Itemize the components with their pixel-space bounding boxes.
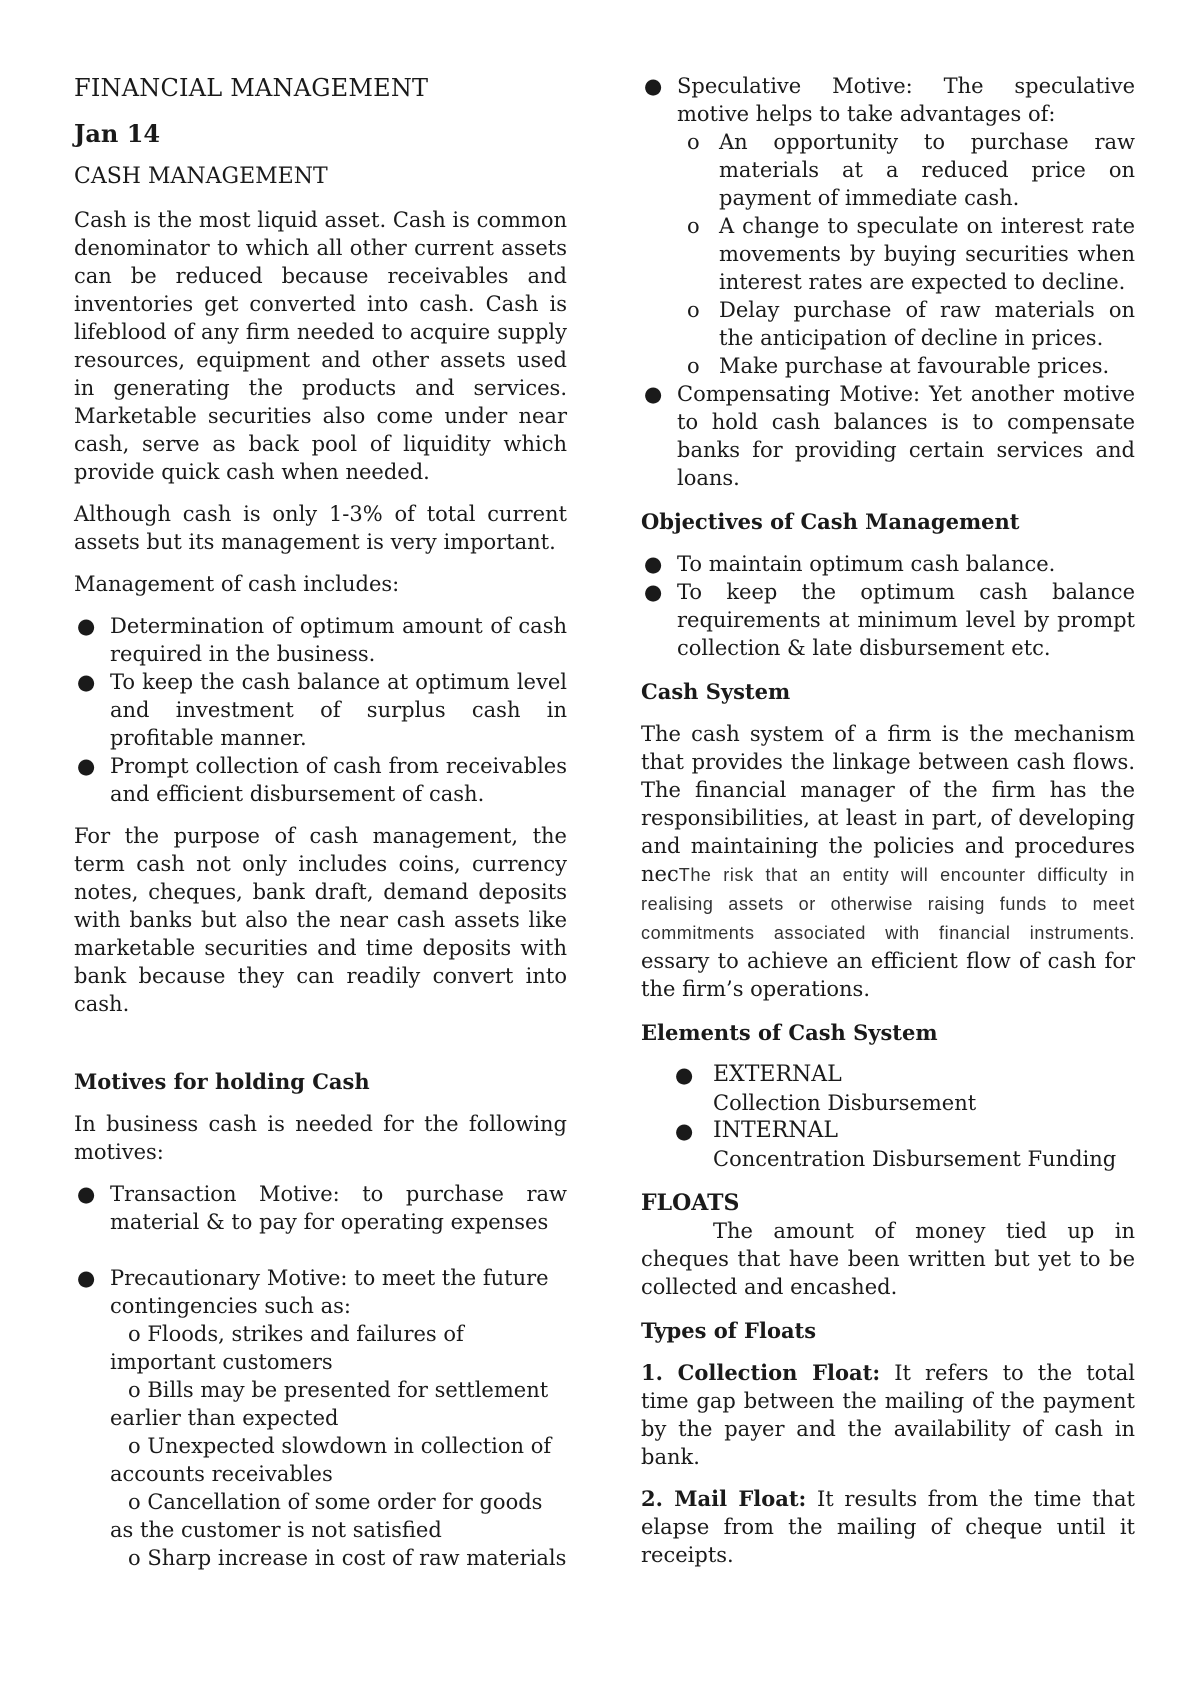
- list-item: ● Prompt collection of cash from receivables and efficient disbursement of cash.: [77, 754, 567, 806]
- elements-list: [641, 1061, 1135, 1173]
- types-of-floats-heading: Types of Floats: [641, 1318, 817, 1343]
- document-title: FINANCIAL MANAGEMENT: [74, 74, 429, 102]
- element-title: INTERNAL: [713, 1118, 838, 1143]
- list-item: ● To keep the cash balance at optimum level and investment of surplus cash in profitable manner.: [77, 670, 567, 750]
- inserted-definition-text: The risk that an entity will encounter difficulty in realising assets or otherwise raising funds to meet commitments associated with financial instruments.: [641, 865, 1135, 943]
- sub-list-item: o An opportunity to purchase raw materials at a reduced price on payment of immediate cash.: [687, 130, 1135, 210]
- bullet-icon: ●: [77, 614, 96, 638]
- cash-system-heading: Cash System: [641, 679, 791, 704]
- precaution-item: o Floods, strikes and failures of important customers: [110, 1322, 464, 1374]
- paragraph-cash-definition: Cash is the most liquid asset. Cash is common denominator to which all other current assets can be reduced because receivables and inventories get converted into cash. Cash is lifeblood of any firm needed to acquire supply resources, equipment and other assets used in generating the products and services. Marketable securities also come under near cash, serve as back pool of liquidity which provide quick cash when needed.: [74, 208, 567, 484]
- date-heading: Jan 14: [74, 119, 161, 148]
- mail-float-paragraph: 2. Mail Float: It results from the time that elapse from the mailing of cheque until it receipts.: [641, 1486, 1135, 1567]
- sub-list-item: o Make purchase at favourable prices.: [687, 354, 1110, 378]
- bullet-icon: ●: [675, 1063, 694, 1087]
- bullet-icon: ●: [77, 1266, 96, 1290]
- list-item: ● Determination of optimum amount of cash required in the business.: [77, 614, 567, 666]
- mail-float-label: 2. Mail Float:: [641, 1486, 807, 1511]
- list-item: [641, 1117, 1135, 1173]
- list-item: [641, 1061, 1135, 1117]
- list-item: ● Transaction Motive: to purchase raw material & to pay for operating expenses: [77, 1182, 567, 1234]
- list-item: ● Precautionary Motive: to meet the future contingencies such as: o Floods, strikes and failures of important customers o Bills may be presented for settlement earlier than expected o Unexpected slowdown in collection of accounts receivables o Cancellation of some order for goods as the customer is not satisfied o Sharp increase in cost of raw materials: [77, 1266, 567, 1570]
- element-title: EXTERNAL: [713, 1062, 842, 1087]
- list-item: ● To maintain optimum cash balance.: [644, 552, 1056, 576]
- circle-bullet-icon: o: [687, 214, 700, 238]
- list-item: ● Compensating Motive: Yet another motive to hold cash balances is to compensate banks for providing certain services and loans.: [644, 382, 1135, 490]
- collection-float-paragraph: 1. Collection Float: It refers to the total time gap between the mailing of the payment by the payer and the availability of cash in bank.: [641, 1360, 1135, 1469]
- paragraph-cash-share: Although cash is only 1-3% of total current assets but its management is very important.: [74, 502, 567, 554]
- motives-list: [74, 1180, 567, 1236]
- list-item: ● Speculative Motive: The speculative motive helps to take advantages of: o An opportunity to purchase raw materials at a reduced price on payment of immediate cash. o A change to speculate on interest rate movements by buying securities when interest rates are expected to decline. o Delay purchase of raw materials on the anticipation of decline in prices. o Make purchase at favourable prices.: [644, 74, 1135, 378]
- floats-definition: The amount of money tied up in cheques that have been written but yet to be collected and encashed.: [641, 1219, 1135, 1299]
- right-column: [641, 72, 1135, 1569]
- bullet-icon: ●: [77, 670, 96, 694]
- left-column: [74, 72, 567, 1572]
- speculative-list: [641, 72, 1135, 492]
- management-list: [74, 612, 567, 808]
- sub-list-item: o A change to speculate on interest rate movements by buying securities when interest rates are expected to decline.: [687, 214, 1135, 294]
- bullet-icon: ●: [77, 754, 96, 778]
- paragraph-cash-purpose: For the purpose of cash management, the term cash not only includes coins, currency notes, cheques, bank draft, demand deposits with banks but also the near cash assets like marketable securities and time deposits with bank because they can readily convert into cash.: [74, 824, 567, 1016]
- circle-bullet-icon: o: [687, 354, 700, 378]
- precaution-item: o Bills may be presented for settlement earlier than expected: [110, 1378, 549, 1430]
- circle-bullet-icon: o: [687, 298, 700, 322]
- circle-bullet-icon: o: [687, 130, 700, 154]
- speculative-sublist: [677, 128, 1135, 380]
- bullet-icon: ●: [77, 1182, 96, 1206]
- bullet-icon: ●: [644, 580, 663, 604]
- paragraph-management-intro: Management of cash includes:: [74, 572, 400, 596]
- motives-heading: Motives for holding Cash: [74, 1069, 370, 1094]
- section-title: CASH MANAGEMENT: [74, 164, 328, 189]
- bullet-icon: ●: [644, 382, 663, 406]
- objectives-list: [641, 550, 1135, 662]
- precautionary-list: [74, 1264, 567, 1572]
- bullet-icon: ●: [644, 552, 663, 576]
- elements-heading: Elements of Cash System: [641, 1020, 938, 1045]
- precaution-item: o Cancellation of some order for goods as the customer is not satisfied: [110, 1490, 543, 1542]
- element-desc: Concentration Disbursement Funding: [713, 1147, 1117, 1171]
- collection-float-label: 1. Collection Float:: [641, 1360, 881, 1385]
- motives-intro: In business cash is needed for the following motives:: [74, 1112, 567, 1164]
- element-desc: Collection Disbursement: [713, 1091, 977, 1115]
- cash-system-paragraph: The cash system of a firm is the mechanism that provides the linkage between cash flows. The financial manager of the firm has the responsibilities, at least in part, of developing and maintaining the policies and procedures necThe risk that an entity will encounter difficulty in realising assets or otherwise raising funds to meet commitments associated with financial instruments. essary to achieve an efficient flow of cash for the firm’s operations.: [641, 722, 1135, 1001]
- objectives-heading: Objectives of Cash Management: [641, 509, 1020, 534]
- bullet-icon: ●: [644, 74, 663, 98]
- precaution-item: o Unexpected slowdown in collection of accounts receivables: [110, 1434, 552, 1486]
- floats-heading: FLOATS: [641, 1190, 740, 1216]
- bullet-icon: ●: [675, 1119, 694, 1143]
- precaution-item: o Sharp increase in cost of raw materials: [128, 1546, 567, 1570]
- sub-list-item: o Delay purchase of raw materials on the anticipation of decline in prices.: [687, 298, 1135, 350]
- list-item: ● To keep the optimum cash balance requirements at minimum level by prompt collection & late disbursement etc.: [644, 580, 1135, 660]
